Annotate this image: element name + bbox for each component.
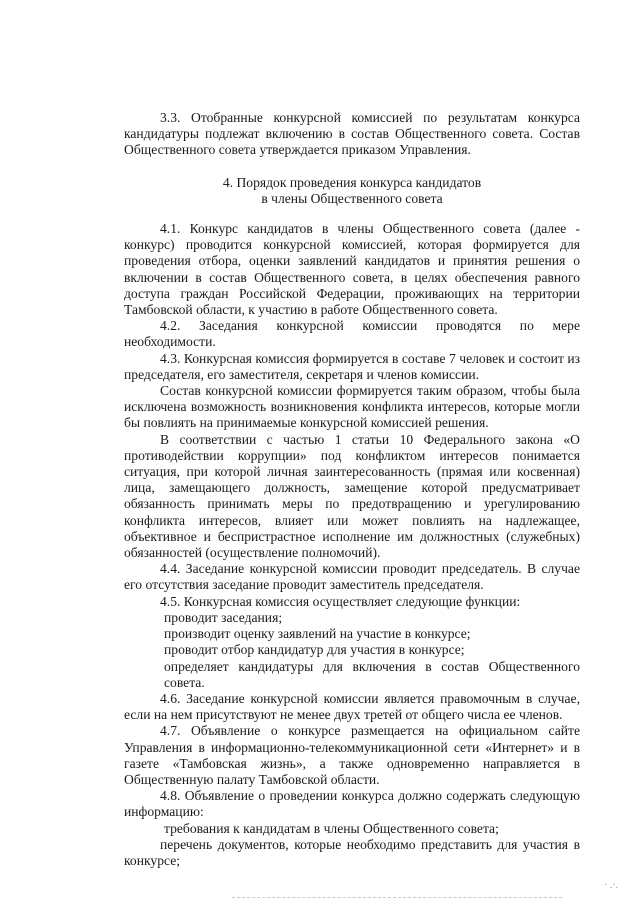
paragraph-4-3-conflict-definition: В соответствии с частью 1 статьи 10 Федерального закона «О противодействии коррупции» под конфликтом интересов понимается ситуация, при которой личная заинтересованность (прямая или косвенная) лица, замещающего должность, замещение которой предусматривает обязанность принимать меры по предотвращению и урегулированию конфликта интересов, влияет или может повлиять на надлежащее, объективное и беспристрастное исполнение им должностных (служебных) обязанностей (осуществление полномочий).: [124, 431, 580, 561]
section-heading-line-1: 4. Порядок проведения конкурса кандидатов: [222, 174, 482, 190]
info-item: требования к кандидатам в члены Общественного совета;: [164, 820, 499, 836]
paragraph-3-3: 3.3. Отобранные конкурсной комиссией по результатам конкурса кандидатуры подлежат включению в состав Общественного совета. Состав Общественного совета утверждается приказом Управления.: [124, 110, 580, 158]
paragraph-4-1: 4.1. Конкурс кандидатов в члены Общественного совета (далее - конкурс) проводится конкурсной комиссией, которая формируется для проведения отбора, оценки заявлений кандидатов и принятия решения о включении в состав Общественного совета, в целях обеспечения равного доступа граждан Российской Федерации, проживающих на территории Тамбовской области, к участию в работе Общественного совета.: [124, 221, 580, 318]
paragraph-4-7: 4.7. Объявление о конкурсе размещается на официальном сайте Управления в информационно-телекоммуникационной сети «Интернет» и в газете «Тамбовская жизнь», а также одновременно направляется в Общественную палату Тамбовской области.: [124, 723, 580, 787]
info-item: перечень документов, которые необходимо представить для участия в конкурсе;: [124, 836, 580, 868]
paragraph-4-5: 4.5. Конкурсная комиссия осуществляет следующие функции:: [160, 593, 521, 609]
paragraph-4-8: 4.8. Объявление о проведении конкурса должно содержать следующую информацию:: [124, 788, 580, 820]
paragraph-4-3: 4.3. Конкурсная комиссия формируется в составе 7 человек и состоит из председателя, его заместителя, секретаря и членов комиссии.: [124, 350, 580, 382]
section-heading-line-2: в члены Общественного совета: [261, 190, 443, 206]
scan-artifact-line: [232, 897, 562, 903]
function-item: производит оценку заявлений на участие в конкурсе;: [164, 626, 471, 642]
paragraph-4-2: 4.2. Заседания конкурсной комиссии проводятся по мере необходимости.: [124, 318, 580, 350]
scan-artifact-dots: · .·.: [604, 880, 619, 891]
function-item: определяет кандидатуры для включения в состав Общественного совета.: [164, 658, 580, 690]
function-item: проводит заседания;: [164, 609, 283, 625]
paragraph-4-3-composition: Состав конкурсной комиссии формируется таким образом, чтобы была исключена возможность возникновения конфликта интересов, которые могли бы повлиять на принимаемые конкурсной комиссией решения.: [124, 383, 580, 431]
document-body: [124, 110, 580, 869]
function-item: проводит отбор кандидатур для участия в конкурсе;: [164, 642, 465, 658]
paragraph-4-6: 4.6. Заседание конкурсной комиссии является правомочным в случае, если на нем присутствуют не менее двух третей от общего числа ее членов.: [124, 690, 580, 723]
paragraph-4-4: 4.4. Заседание конкурсной комиссии проводит председатель. В случае его отсутствия заседание проводит заместитель председателя.: [124, 561, 580, 593]
section-heading: [124, 175, 580, 207]
